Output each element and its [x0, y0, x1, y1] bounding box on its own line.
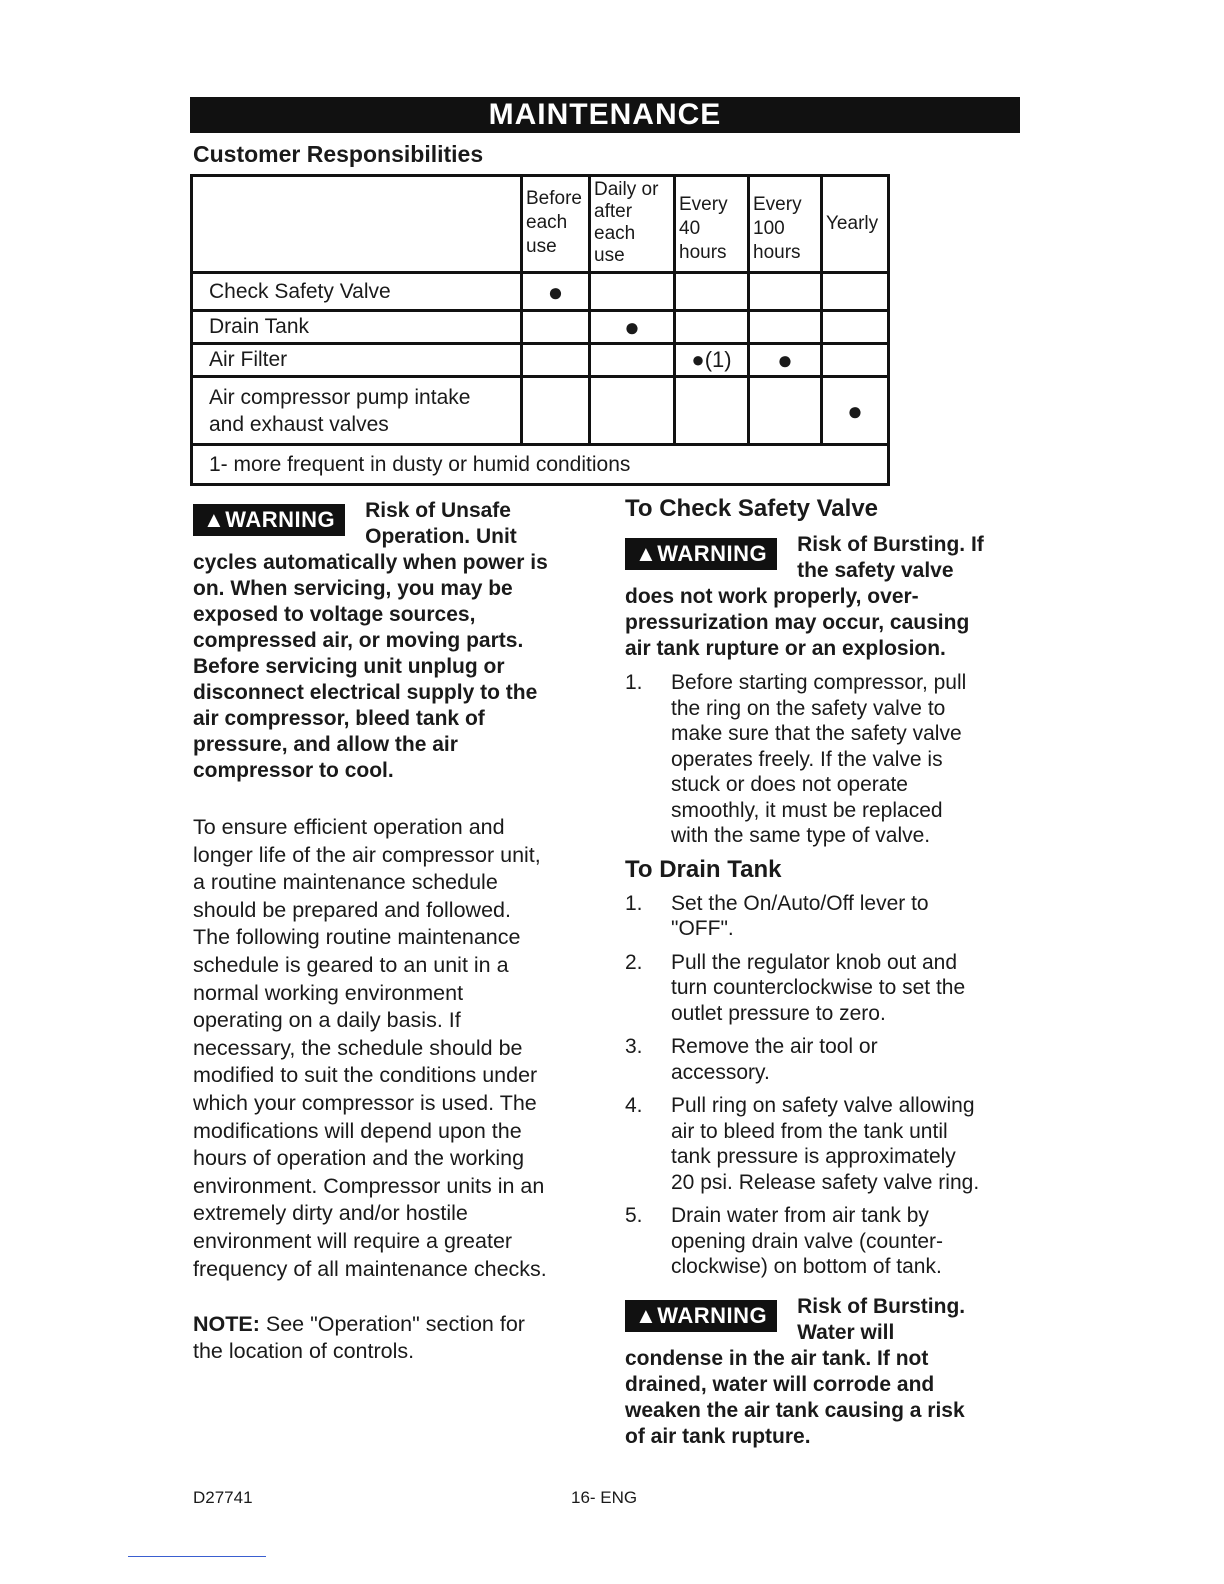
warning-line: cycles automatically when power is [193, 551, 548, 574]
warning-line: compressor to cool. [193, 759, 394, 782]
mark-cell [522, 344, 590, 377]
table-row [192, 311, 889, 344]
header-cell [749, 176, 822, 273]
paragraph-line: environment. Compressor units in an [193, 1173, 545, 1198]
warning-line: the safety valve [797, 559, 954, 582]
mark-cell: ●(1) [675, 344, 749, 377]
header-cell [822, 176, 889, 273]
task-line: and exhaust valves [209, 412, 389, 436]
step-line: make sure that the safety valve [671, 722, 962, 745]
warning-line: weaken the air tank causing a risk [625, 1398, 965, 1422]
header-line: Before [526, 188, 582, 209]
mark-cell [822, 311, 889, 344]
step-line: air to bleed from the tank until [671, 1119, 948, 1143]
table-row [192, 273, 889, 311]
header-line: 100 [753, 218, 785, 239]
header-line: 40 [679, 218, 701, 239]
warning-line: condense in the air tank. If not [625, 1346, 929, 1370]
header-line: hours [753, 242, 801, 263]
header-line: Yearly [826, 213, 879, 234]
mark-cell [590, 377, 675, 445]
warning-line: pressurization may occur, causing [625, 611, 970, 634]
header-line: hours [679, 242, 727, 263]
header-line: after [594, 201, 633, 222]
paragraph-line: longer life of the air compressor unit, [193, 842, 541, 867]
page-number: 16- ENG [571, 1488, 638, 1507]
list-item [625, 1203, 1015, 1280]
note-line: the location of controls. [193, 1339, 415, 1364]
mark-cell [822, 344, 889, 377]
header-cell-blank [192, 176, 522, 273]
note-label: NOTE: [193, 1312, 260, 1337]
warning-line: pressure, and allow the air [193, 733, 458, 756]
note-line: See "Operation" section for [259, 1312, 525, 1337]
warning-line: disconnect electrical supply to the [193, 681, 538, 704]
header-cell [590, 176, 675, 273]
step-line: accessory. [671, 1060, 770, 1084]
step-number: 2. [625, 950, 643, 974]
step-number: 5. [625, 1204, 643, 1227]
drain-steps [625, 891, 1015, 1280]
warning-line: on. When servicing, you may be [193, 577, 513, 600]
step-number: 3. [625, 1035, 643, 1058]
paragraph-line: operating on a daily basis. If [193, 1008, 461, 1033]
warning-line: exposed to voltage sources, [193, 603, 476, 626]
warning-line: Risk of Unsafe [365, 499, 511, 522]
bursting-warning-valve [625, 532, 1015, 662]
table-footnote-row [192, 445, 889, 485]
list-item [625, 1034, 1015, 1085]
step-line: 20 psi. Release safety valve ring. [671, 1170, 980, 1194]
table-row [192, 344, 889, 377]
list-item [625, 1093, 1015, 1195]
step-line: the ring on the safety valve to [671, 696, 946, 720]
task-cell: Drain Tank [192, 311, 522, 344]
doc-id: D27741 [193, 1488, 253, 1507]
step-line: tank pressure is approximately [671, 1145, 956, 1168]
step-line: stuck or does not operate [671, 773, 908, 796]
warning-badge: ▲WARNING [193, 504, 345, 536]
step-line: Before starting compressor, pull [671, 671, 967, 694]
paragraph-line: should be prepared and followed. [193, 897, 511, 922]
list-item [625, 891, 1015, 942]
warning-line: of air tank rupture. [625, 1424, 811, 1448]
mark-cell: ● [522, 273, 590, 311]
table-row [192, 377, 889, 445]
paragraph-line: modified to suit the conditions under [193, 1063, 538, 1088]
paragraph-line: The following routine maintenance [193, 925, 521, 950]
section-title: Customer Responsibilities [193, 141, 484, 167]
warning-badge: ▲WARNING [625, 538, 777, 570]
mark-cell [675, 377, 749, 445]
step-line: "OFF". [671, 917, 734, 940]
list-item [625, 670, 1015, 849]
paragraph-line: extremely dirty and/or hostile [193, 1201, 468, 1226]
header-line: Every [679, 194, 728, 215]
unsafe-operation-warning [193, 498, 593, 784]
step-number: 1. [625, 891, 643, 915]
warning-line: Operation. Unit [365, 525, 517, 548]
warning-line: compressed air, or moving parts. [193, 629, 524, 652]
step-number: 1. [625, 671, 643, 694]
paragraph-line: normal working environment [193, 980, 464, 1005]
mark-cell [590, 273, 675, 311]
bursting-warning-water [625, 1294, 1015, 1450]
warning-line: does not work properly, over- [625, 585, 919, 608]
maintenance-paragraph [193, 814, 593, 1283]
mark-cell [749, 273, 822, 311]
step-line: with the same type of valve. [671, 824, 931, 847]
table-header-row [192, 176, 889, 273]
link-underline [128, 1556, 266, 1557]
task-line: Air compressor pump intake [209, 385, 471, 409]
warning-line: Before servicing unit unplug or [193, 655, 505, 678]
mark-cell [675, 273, 749, 311]
warning-badge: ▲WARNING [625, 1300, 777, 1332]
header-line: each [526, 212, 568, 233]
paragraph-line: a routine maintenance schedule [193, 870, 498, 895]
paragraph-line: which your compressor is used. The [193, 1090, 537, 1115]
paragraph-line: hours of operation and the working [193, 1146, 525, 1171]
header-cell [522, 176, 590, 273]
header-line: each [594, 223, 636, 244]
step-line: turn counterclockwise to set the [671, 976, 966, 999]
section-banner: MAINTENANCE [190, 97, 1020, 133]
mark-cell [522, 311, 590, 344]
warning-line: drained, water will corrode and [625, 1372, 935, 1396]
drain-tank-title: To Drain Tank [625, 855, 782, 883]
task-cell [192, 377, 522, 445]
warning-line: Risk of Bursting. [797, 1294, 966, 1318]
mark-cell [675, 311, 749, 344]
mark-cell: ● [749, 344, 822, 377]
step-line: Drain water from air tank by [671, 1204, 929, 1227]
maintenance-schedule-table [190, 174, 890, 486]
paragraph-line: To ensure efficient operation and [193, 815, 505, 839]
header-line: use [526, 236, 557, 257]
step-line: clockwise) on bottom of tank. [671, 1255, 942, 1278]
mark-cell [522, 377, 590, 445]
step-line: Remove the air tool or [671, 1035, 878, 1058]
paragraph-line: necessary, the schedule should be [193, 1035, 523, 1060]
right-column [625, 496, 1015, 1450]
paragraph-line: modifications will depend upon the [193, 1118, 522, 1143]
header-line: Daily or [594, 179, 659, 200]
header-cell [675, 176, 749, 273]
paragraph-line: frequency of all maintenance checks. [193, 1256, 547, 1281]
task-cell: Air Filter [192, 344, 522, 377]
step-line: smoothly, it must be replaced [671, 798, 943, 822]
mark-cell [749, 377, 822, 445]
task-cell: Check Safety Valve [192, 273, 522, 311]
step-line: outlet pressure to zero. [671, 1001, 886, 1025]
step-line: Pull the regulator knob out and [671, 950, 958, 974]
step-line: operates freely. If the valve is [671, 747, 943, 771]
warning-line: Risk of Bursting. If [797, 533, 984, 556]
check-safety-valve-title: To Check Safety Valve [625, 495, 879, 522]
check-steps [625, 670, 1015, 849]
mark-cell [822, 273, 889, 311]
warning-line: Water will [797, 1320, 895, 1344]
warning-line: air compressor, bleed tank of [193, 707, 485, 730]
note [193, 1311, 593, 1365]
step-line: Set the On/Auto/Off lever to [671, 891, 929, 915]
warning-line: air tank rupture or an explosion. [625, 637, 946, 660]
header-line: use [594, 245, 625, 266]
list-item [625, 950, 1015, 1027]
table-footnote: 1- more frequent in dusty or humid conditions [192, 445, 889, 485]
mark-cell [749, 311, 822, 344]
mark-cell: ● [590, 311, 675, 344]
step-line: opening drain valve (counter- [671, 1229, 943, 1253]
left-column [193, 498, 593, 1365]
header-line: Every [753, 194, 802, 215]
paragraph-line: schedule is geared to an unit in a [193, 952, 509, 977]
mark-cell [590, 344, 675, 377]
paragraph-line: environment will require a greater [193, 1228, 513, 1253]
step-number: 4. [625, 1094, 643, 1117]
step-line: Pull ring on safety valve allowing [671, 1094, 975, 1117]
mark-cell: ● [822, 377, 889, 445]
